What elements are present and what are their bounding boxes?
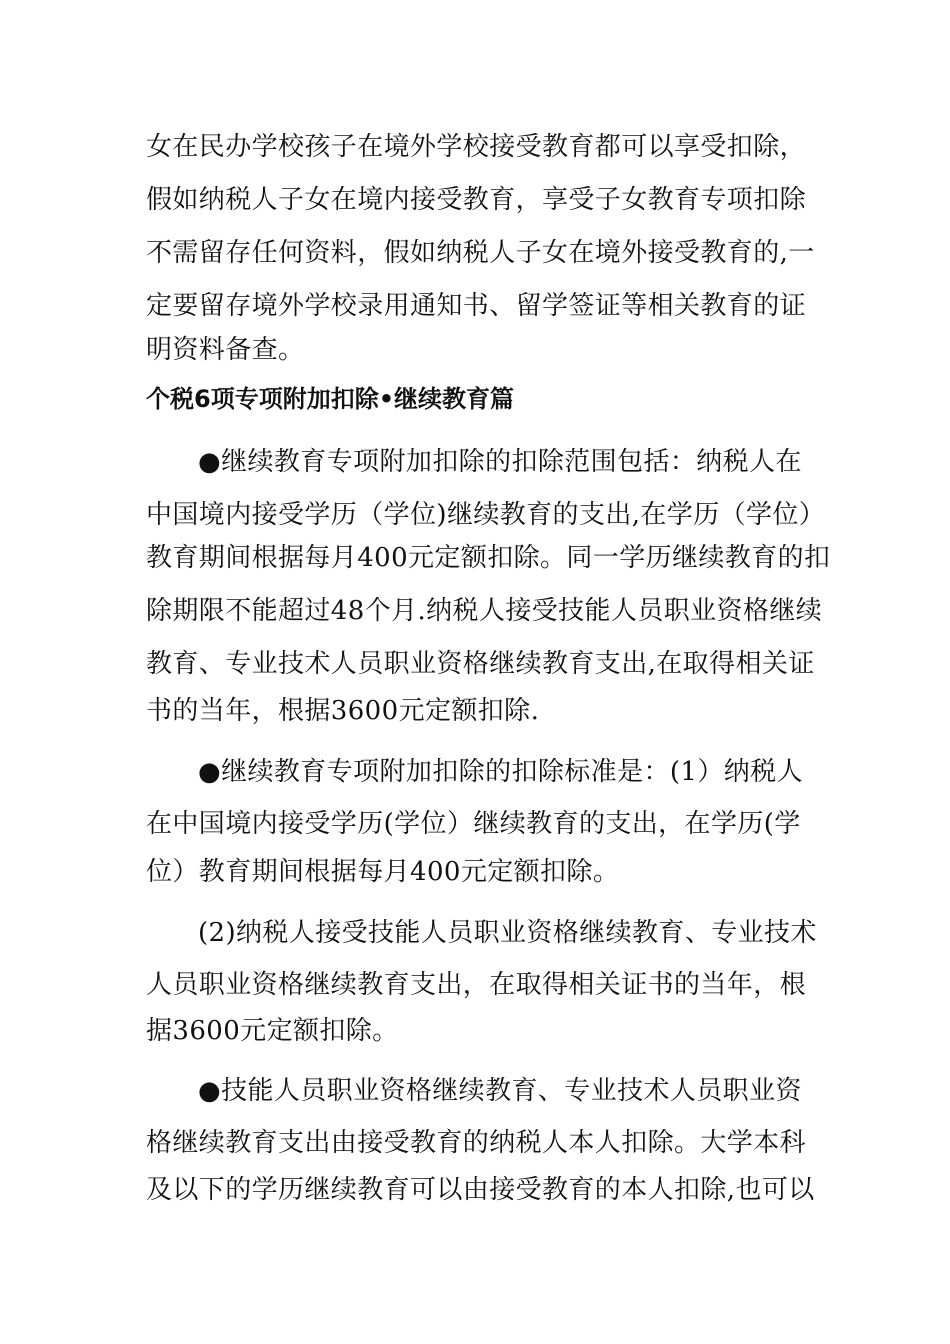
- intro-line-2: 假如纳税人子女在境内接受教育，享受子女教育专项扣除: [146, 185, 807, 215]
- para2-line-1: ●继续教育专项附加扣除的扣除标准是：(1）纳税人: [198, 757, 803, 787]
- para2-line-2: 在中国境内接受学历(学位）继续教育的支出，在学历(学: [146, 809, 801, 839]
- intro-line-3: 不需留存任何资料，假如纳税人子女在境外接受教育的,一: [146, 238, 815, 268]
- intro-line-1: 女在民办学校孩子在境外学校接受教育都可以享受扣除，: [146, 132, 807, 162]
- intro-line-4: 定要留存境外学校录用通知书、留学签证等相关教育的证: [146, 291, 807, 321]
- para1-line-6: 书的当年，根据3600元定额扣除.: [146, 696, 540, 726]
- para3-line-1: (2)纳税人接受技能人员职业资格继续教育、专业技术: [198, 918, 817, 948]
- para1-line-2: 中国境内接受学历（学位)继续教育的支出,在学历（学位）: [146, 500, 826, 530]
- para4-line-1: ●技能人员职业资格继续教育、专业技术人员职业资: [198, 1076, 802, 1106]
- para4-line-3: 及以下的学历继续教育可以由接受教育的本人扣除,也可以: [146, 1175, 815, 1205]
- para1-line-5: 教育、专业技术人员职业资格继续教育支出,在取得相关证: [146, 649, 815, 679]
- intro-line-5: 明资料备查。: [146, 335, 305, 365]
- para3-line-2: 人员职业资格继续教育支出，在取得相关证书的当年，根: [146, 970, 807, 1000]
- para3-line-3: 据3600元定额扣除。: [146, 1016, 399, 1046]
- para1-line-4: 除期限不能超过48个月.纳税人接受技能人员职业资格继续: [146, 596, 823, 626]
- para1-line-3: 教育期间根据每月400元定额扣除。同一学历继续教育的扣: [146, 543, 831, 573]
- para2-line-3: 位）教育期间根据每月400元定额扣除。: [146, 857, 620, 887]
- section-heading: 个税6项专项附加扣除•继续教育篇: [146, 385, 515, 413]
- para4-line-2: 格继续教育支出由接受教育的纳税人本人扣除。大学本科: [146, 1128, 807, 1158]
- para1-line-1: ●继续教育专项附加扣除的扣除范围包括：纳税人在: [198, 447, 802, 477]
